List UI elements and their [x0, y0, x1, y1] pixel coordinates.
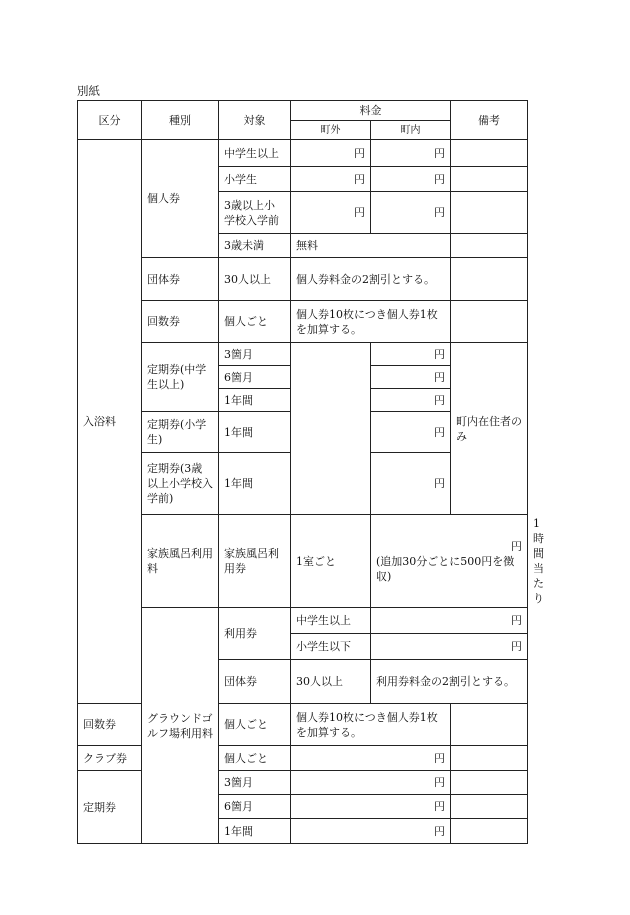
note-cell — [451, 258, 528, 301]
table-row — [78, 343, 528, 366]
fee-group: 個人券料金の2割引とする。 — [291, 258, 451, 301]
type-individual: 個人券 — [142, 140, 219, 258]
header-biko: 備考 — [451, 101, 528, 140]
fee-outside-blank — [291, 343, 371, 515]
type-pass-preschool: 定期券(3歳以上小学校入学前) — [142, 453, 219, 515]
fee-group: 利用券料金の2割引とする。 — [371, 660, 528, 704]
target-cell: 30人以上 — [291, 660, 371, 704]
target-cell: 1年間 — [219, 453, 291, 515]
fee-coupon: 個人券10枚につき個人券1枚を加算する。 — [291, 704, 451, 746]
note-cell — [451, 192, 528, 234]
note-cell — [451, 795, 528, 819]
header-chogai: 町外 — [291, 121, 371, 140]
note-cell — [451, 301, 528, 343]
fee-family-note: (追加30分ごとに500円を徴収) — [376, 554, 515, 583]
target-cell: 6箇月 — [219, 795, 291, 819]
fee-family-yen: 円 — [511, 539, 522, 553]
target-cell: 3箇月 — [219, 343, 291, 366]
header-shubetsu: 種別 — [142, 101, 219, 140]
fee-outside: 円 — [291, 140, 371, 167]
note-cell — [451, 771, 528, 795]
header-row — [78, 101, 528, 121]
page-label: 別紙 — [77, 84, 100, 98]
type-group: 団体券 — [219, 660, 291, 704]
fee-inside: 円 — [371, 140, 451, 167]
fee-inside: 円 — [371, 167, 451, 192]
fee-cell: 円 — [291, 746, 451, 771]
table-row — [78, 140, 528, 167]
note-cell — [451, 140, 528, 167]
table-row — [78, 608, 528, 634]
fee-cell: 円 — [371, 634, 528, 660]
target-cell: 小学生以下 — [291, 634, 371, 660]
fee-inside: 円 — [371, 412, 451, 453]
fee-inside: 円 — [371, 453, 451, 515]
type-coupon: 回数券 — [78, 704, 142, 746]
note-cell — [451, 234, 528, 258]
target-cell: 3歳未満 — [219, 234, 291, 258]
category-bath: 入浴料 — [78, 140, 142, 704]
table-row — [78, 258, 528, 301]
category-golf: グラウンドゴルフ場利用料 — [142, 608, 219, 844]
target-cell: 1年間 — [219, 389, 291, 412]
target-cell: 個人ごと — [219, 746, 291, 771]
target-cell: 3歳以上小学校入学前 — [219, 192, 291, 234]
type-pass-junior-high: 定期券(中学生以上) — [142, 343, 219, 412]
header-taisho: 対象 — [219, 101, 291, 140]
type-coupon: 回数券 — [142, 301, 219, 343]
target-cell: 30人以上 — [219, 258, 291, 301]
type-usage: 利用券 — [219, 608, 291, 660]
target-cell: 個人ごと — [219, 704, 291, 746]
fee-inside: 円 — [371, 366, 451, 389]
target-cell: 中学生以上 — [219, 140, 291, 167]
target-cell: 3箇月 — [219, 771, 291, 795]
target-cell: 個人ごと — [219, 301, 291, 343]
category-family: 家族風呂利用料 — [142, 515, 219, 608]
table-row: 家族風呂利用料 家族風呂利用券 1室ごと 円 (追加30分ごとに500円を徴収) 1時間当たり — [78, 515, 528, 608]
header-kubun: 区分 — [78, 101, 142, 140]
target-cell: 1室ごと — [291, 515, 371, 608]
type-club: クラブ券 — [78, 746, 142, 771]
fee-cell: 円 — [371, 608, 528, 634]
fee-inside: 円 — [371, 192, 451, 234]
target-cell: 中学生以上 — [291, 608, 371, 634]
note-cell — [451, 167, 528, 192]
note-cell — [451, 746, 528, 771]
table-row — [78, 301, 528, 343]
fee-cell: 円 — [291, 819, 451, 844]
type-pass: 定期券 — [78, 771, 142, 844]
target-cell: 1年間 — [219, 412, 291, 453]
note-resident-only: 町内在住者のみ — [451, 343, 528, 515]
fee-cell: 円 — [291, 771, 451, 795]
note-cell — [451, 704, 528, 746]
type-family: 家族風呂利用券 — [219, 515, 291, 608]
fee-inside: 円 — [371, 343, 451, 366]
fee-table — [77, 100, 544, 844]
fee-free: 無料 — [291, 234, 451, 258]
note-cell — [451, 819, 528, 844]
fee-inside: 円 — [371, 389, 451, 412]
fee-outside: 円 — [291, 192, 371, 234]
header-ryokin: 料金 — [291, 101, 451, 121]
target-cell: 小学生 — [219, 167, 291, 192]
target-cell: 1年間 — [219, 819, 291, 844]
type-group: 団体券 — [142, 258, 219, 301]
fee-outside: 円 — [291, 167, 371, 192]
fee-cell: 円 — [291, 795, 451, 819]
header-chonai: 町内 — [371, 121, 451, 140]
target-cell: 6箇月 — [219, 366, 291, 389]
fee-family — [371, 515, 528, 608]
type-pass-elementary: 定期券(小学生) — [142, 412, 219, 453]
fee-coupon: 個人券10枚につき個人券1枚を加算する。 — [291, 301, 451, 343]
